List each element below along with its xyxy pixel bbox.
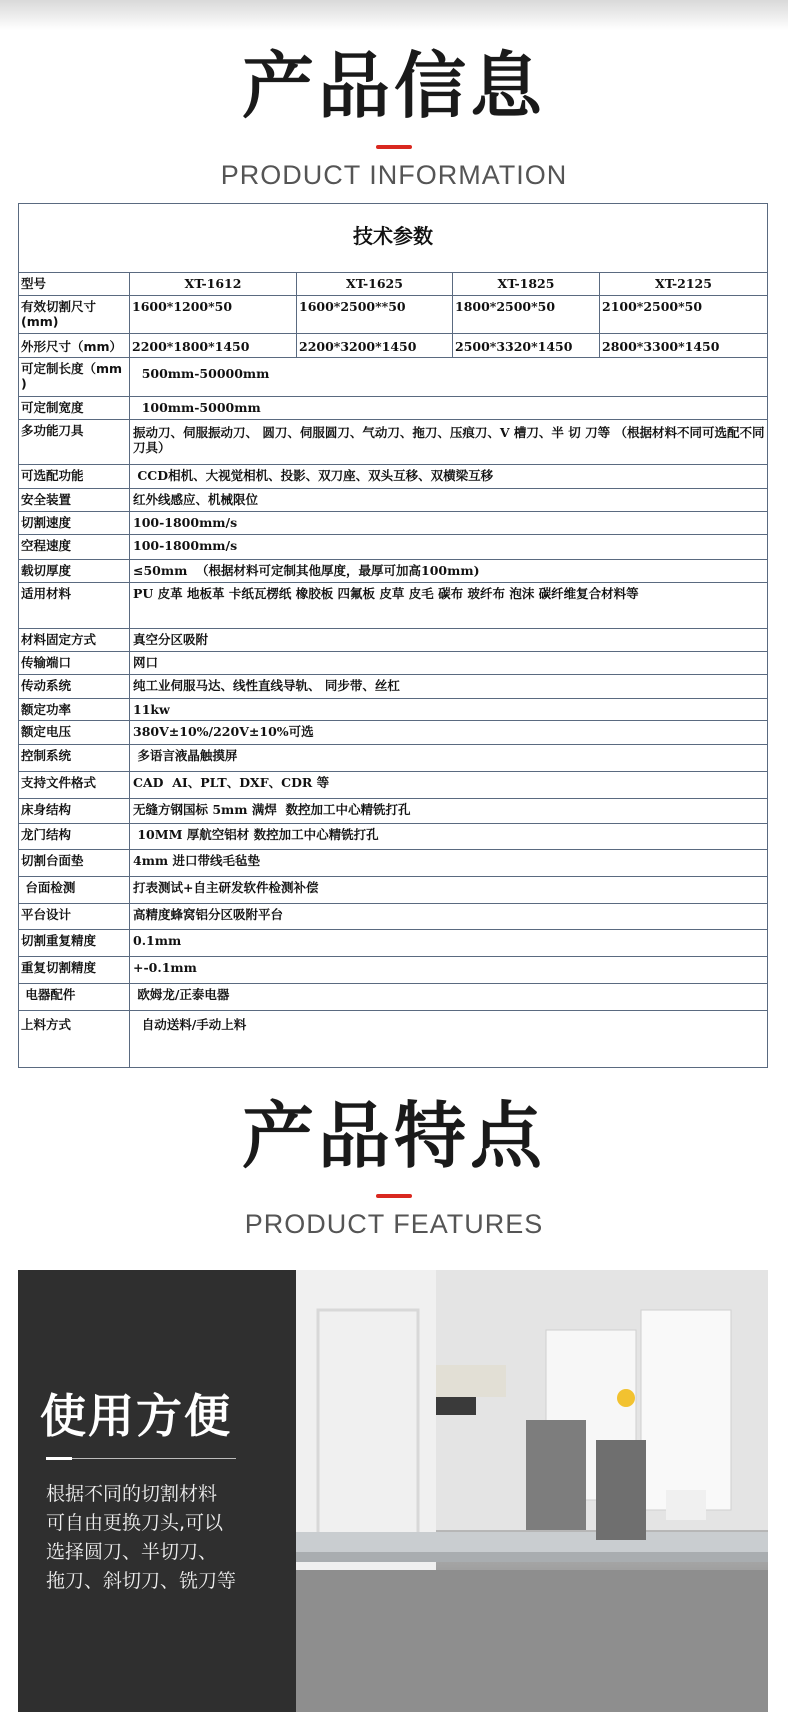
model-cell: XT-1625	[297, 273, 453, 295]
feature-title: 使用方便	[40, 1389, 232, 1443]
section-subtitle: PRODUCT FEATURES	[244, 1209, 544, 1239]
row-label: 型号	[19, 273, 130, 295]
value-cell: +-0.1mm	[133, 960, 197, 975]
value-cell: 2800*3300*1450	[602, 339, 720, 354]
row-label: 上料方式	[19, 1011, 130, 1067]
value-cell: 多语言液晶触摸屏	[133, 748, 238, 763]
value-cell: 1600*1200*50	[130, 296, 297, 333]
row-label: 龙门结构	[19, 824, 130, 849]
value-cell: CCD相机、大视觉相机、投影、双刀座、双头互移、双横梁互移	[133, 468, 494, 483]
row-label: 载切厚度	[19, 560, 130, 582]
row-label: 电器配件	[19, 984, 130, 1010]
value-cell: 380V±10%/220V±10%可选	[133, 724, 314, 739]
table-row	[19, 720, 767, 744]
feature-divider	[46, 1458, 236, 1459]
table-row	[19, 771, 767, 798]
value-cell: 1600*2500**50	[297, 296, 453, 333]
row-label: 切割速度	[19, 512, 130, 534]
section-title: 产品特点	[241, 1094, 546, 1178]
table-row	[19, 628, 767, 651]
row-label: 传输端口	[19, 652, 130, 674]
value-cell: 高精度蜂窝铝分区吸附平台	[133, 907, 284, 922]
value-cell: 打表测试+自主研发软件检测补偿	[133, 880, 319, 895]
value-cell: PU 皮革 地板革 卡纸瓦楞纸 橡胶板 四氟板 皮草 皮毛 碳布 玻纤布 泡沫 碳纤维复合材料等	[133, 586, 639, 601]
feature-line: 根据不同的切割材料	[46, 1483, 218, 1505]
model-cell: XT-1612	[130, 273, 297, 295]
table-row	[19, 333, 767, 357]
section-subtitle: PRODUCT INFORMATION	[220, 160, 568, 190]
row-label: 切割重复精度	[19, 930, 130, 956]
table-row	[19, 849, 767, 876]
product-info-header	[0, 44, 788, 191]
value-cell: 10MM 厚航空铝材 数控加工中心精铣打孔	[133, 827, 379, 842]
table-row-header	[19, 272, 767, 295]
table-row	[19, 396, 767, 419]
row-label: 安全装置	[19, 489, 130, 511]
table-row	[19, 1010, 767, 1067]
row-label: 可定制长度（mm )	[19, 358, 130, 396]
table-row	[19, 651, 767, 674]
model-cell: XT-2125	[655, 276, 712, 291]
value-cell: 1800*2500*50	[453, 296, 600, 333]
product-features-header	[0, 1094, 788, 1240]
row-label: 平台设计	[19, 904, 130, 929]
top-shade	[0, 0, 788, 30]
table-row	[19, 744, 767, 771]
value-cell: 0.1mm	[133, 933, 182, 948]
row-label: 支持文件格式	[19, 772, 130, 798]
table-row	[19, 798, 767, 823]
row-label: 传动系统	[19, 675, 130, 698]
row-label: 有效切割尺寸 (mm)	[19, 296, 130, 333]
value-cell: 500mm-50000mm	[133, 366, 270, 381]
table-row	[19, 357, 767, 396]
value-cell: 无缝方钢国标 5mm 满焊 数控加工中心精铣打孔	[133, 802, 411, 817]
table-row	[19, 956, 767, 983]
value-cell: 振动刀、伺服振动刀、 圆刀、伺服圆刀、气动刀、拖刀、压痕刀、V 槽刀、半 切 刀等 （根据材料不同可选配不同刀具）	[133, 425, 765, 455]
feature-line: 拖刀、斜切刀、铣刀等	[46, 1570, 237, 1592]
table-row	[19, 295, 767, 333]
value-cell: 100-1800mm/s	[133, 515, 238, 530]
row-label: 额定功率	[19, 699, 130, 720]
table-row	[19, 674, 767, 698]
feature-divider-accent	[46, 1457, 72, 1460]
row-label: 控制系统	[19, 745, 130, 771]
red-divider	[376, 1194, 412, 1198]
table-row	[19, 511, 767, 534]
table-row	[19, 876, 767, 903]
table-row	[19, 698, 767, 720]
row-label: 床身结构	[19, 799, 130, 823]
feature-card	[18, 1270, 768, 1712]
value-cell: 4mm 进口带线毛毡垫	[133, 853, 261, 868]
value-cell: 11kw	[133, 702, 170, 717]
row-label: 多功能刀具	[19, 420, 130, 464]
row-label: 空程速度	[19, 535, 130, 559]
table-row	[19, 419, 767, 464]
value-cell: 纯工业伺服马达、线性直线导轨、 同步带、丝杠	[133, 678, 400, 693]
section-title: 产品信息	[241, 44, 546, 128]
table-row	[19, 488, 767, 511]
spec-table	[18, 203, 768, 1068]
feature-line: 选择圆刀、半切刀、	[46, 1541, 218, 1563]
value-cell: CAD AI、PLT、DXF、CDR 等	[133, 775, 330, 790]
row-label: 额定电压	[19, 721, 130, 744]
row-label: 切割台面垫	[19, 850, 130, 876]
red-divider	[376, 145, 412, 149]
model-cell: XT-1825	[453, 273, 600, 295]
table-row	[19, 582, 767, 628]
value-cell: 2100*2500*50	[602, 299, 703, 314]
value-cell: 欧姆龙/正泰电器	[133, 987, 230, 1002]
value-cell: 2500*3320*1450	[453, 334, 600, 357]
feature-description	[46, 1480, 276, 1596]
table-row	[19, 534, 767, 559]
value-cell: 红外线感应、机械限位	[133, 492, 259, 507]
row-label: 材料固定方式	[19, 629, 130, 651]
row-label: 可定制宽度	[19, 397, 130, 419]
value-cell: 2200*3200*1450	[297, 334, 453, 357]
value-cell: 网口	[133, 655, 159, 670]
value-cell: 2200*1800*1450	[130, 334, 297, 357]
value-cell: 100-1800mm/s	[133, 538, 238, 553]
value-cell: 自动送料/手动上料	[133, 1017, 247, 1032]
value-cell: ≤50mm （根据材料可定制其他厚度，最厚可加高100mm)	[133, 563, 480, 578]
table-row	[19, 559, 767, 582]
value-cell: 真空分区吸附	[133, 632, 209, 647]
table-row	[19, 983, 767, 1010]
table-row	[19, 823, 767, 849]
table-row	[19, 464, 767, 488]
row-label: 外形尺寸（mm）	[19, 334, 130, 357]
row-label: 可选配功能	[19, 465, 130, 488]
machine-illustration	[296, 1270, 768, 1712]
row-label: 重复切割精度	[19, 957, 130, 983]
value-cell: 100mm-5000mm	[133, 400, 261, 415]
feature-line: 可自由更换刀头,可以	[46, 1512, 224, 1534]
spec-title: 技术参数	[353, 224, 433, 248]
machine-photo	[296, 1270, 768, 1712]
table-row	[19, 903, 767, 929]
row-label: 适用材料	[19, 583, 130, 628]
table-row	[19, 929, 767, 956]
row-label: 台面检测	[19, 877, 130, 903]
